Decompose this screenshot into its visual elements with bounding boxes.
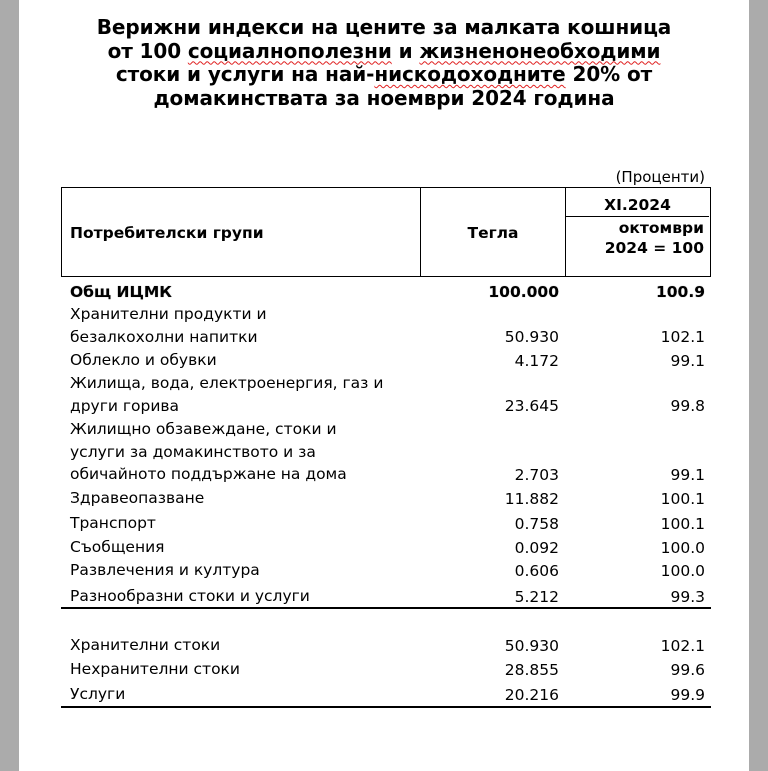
header-weight: Тегла: [467, 224, 519, 242]
row-label: [70, 349, 430, 372]
row-index-value: 100.9: [655, 283, 705, 301]
table-row: [70, 585, 705, 608]
row-label: [70, 512, 430, 535]
row-index-value: 102.1: [660, 636, 705, 655]
header-group: Потребителски групи: [70, 224, 264, 242]
row-index-value: 100.0: [660, 561, 705, 580]
header-period: XI.2024: [604, 196, 671, 214]
spellcheck-word[interactable]: социалнополезни: [187, 38, 392, 63]
unit-label: (Проценти): [615, 168, 705, 186]
row-label-line: други горива: [70, 396, 180, 415]
title-line-3: [19, 63, 749, 87]
row-index-value: 99.9: [670, 685, 705, 704]
table-row: [70, 536, 705, 559]
row-weight: 0.092: [514, 538, 559, 557]
row-index-value: 100.1: [660, 514, 705, 533]
row-index-value: 99.1: [670, 351, 705, 370]
row-weight: 2.703: [514, 465, 559, 484]
row-index-value: 99.3: [670, 587, 705, 606]
document-page: [19, 0, 749, 771]
row-weight: 28.855: [504, 660, 559, 679]
row-label: [70, 585, 430, 608]
title-text: 20% от: [565, 62, 653, 86]
row-index-value: 99.8: [670, 397, 705, 415]
row-label-line: Жилища, вода, електроенергия, газ и: [70, 374, 384, 392]
row-label: [70, 559, 430, 582]
row-label-line: Развлечения и култура: [70, 561, 260, 579]
row-label: [70, 536, 430, 559]
row-label: [70, 634, 430, 657]
row-weight: 11.882: [504, 489, 559, 508]
row-label: [70, 418, 430, 486]
title-line-1: Верижни индекси на цените за малката кошница: [96, 15, 672, 39]
title-line-4: домакинствата за ноември 2024 година: [153, 85, 615, 110]
table-row: [70, 349, 705, 372]
row-label-line: Съобщения: [70, 538, 165, 556]
row-label-line: Общ ИЦМК: [70, 283, 172, 301]
table-row: [70, 303, 705, 348]
row-label-line: обичайното поддържане на дома: [70, 465, 347, 483]
table-row: [70, 487, 705, 510]
table-row: [70, 372, 705, 417]
row-label-line: Жилищно обзавеждане, стоки и: [70, 420, 337, 438]
row-label-line: Хранителни стоки: [70, 636, 221, 654]
table-row: [70, 418, 705, 486]
row-weight: 100.000: [488, 283, 559, 301]
header-base-line2: 2024 = 100: [604, 239, 704, 257]
row-label-line: Разнообразни стоки и услуги: [70, 587, 310, 605]
spellcheck-word[interactable]: жизненонеобходими: [419, 38, 661, 63]
table-row: [70, 683, 705, 706]
row-label-line: Транспорт: [70, 514, 156, 532]
row-label-line: Услуги: [70, 685, 126, 703]
header-index-cell: [566, 188, 709, 276]
document-title: [19, 16, 749, 110]
table-header: [61, 187, 711, 277]
spellcheck-word[interactable]: нискодоходните: [374, 62, 566, 86]
row-weight: 4.172: [514, 351, 559, 370]
header-weight-cell: [421, 188, 566, 276]
table-row: [70, 512, 705, 535]
table-row: [70, 559, 705, 582]
row-weight: 5.212: [514, 587, 559, 606]
title-text: от 100: [107, 38, 188, 63]
row-label-line: услуги за домакинството и за: [70, 442, 316, 461]
title-text: стоки и услуги на най-: [115, 62, 375, 86]
table-row: [70, 634, 705, 657]
row-index-value: 99.6: [670, 660, 705, 679]
table-row: [70, 658, 705, 681]
row-weight: 50.930: [504, 636, 559, 655]
row-label: [70, 487, 430, 510]
row-weight: 20.216: [504, 685, 559, 704]
row-index-value: 100.1: [660, 489, 705, 508]
row-label-line: Хранителни продукти и: [70, 305, 267, 323]
title-text: и: [391, 38, 420, 63]
section-divider: [61, 607, 711, 609]
row-label: [70, 658, 430, 681]
row-index-value: 99.1: [670, 465, 705, 484]
row-label-line: безалкохолни напитки: [70, 327, 258, 346]
row-index-value: 100.0: [660, 538, 705, 557]
header-base-line1: октомври: [618, 219, 704, 237]
row-weight: 0.758: [514, 514, 559, 533]
total-row: [70, 281, 705, 303]
row-label: [70, 372, 430, 417]
row-label: [70, 303, 430, 348]
table-bottom-rule: [61, 706, 711, 708]
row-label-line: Нехранителни стоки: [70, 660, 240, 678]
row-weight: 0.606: [514, 561, 559, 580]
row-weight: 50.930: [504, 328, 559, 346]
row-label: [70, 281, 430, 303]
row-weight: 23.645: [504, 397, 559, 415]
row-label-line: Облекло и обувки: [70, 351, 217, 369]
row-label-line: Здравеопазване: [70, 489, 205, 507]
title-line-2: [19, 40, 749, 64]
header-group-cell: [62, 188, 421, 276]
row-label: [70, 683, 430, 706]
row-index-value: 102.1: [660, 328, 705, 346]
header-period-cell: [566, 188, 709, 217]
